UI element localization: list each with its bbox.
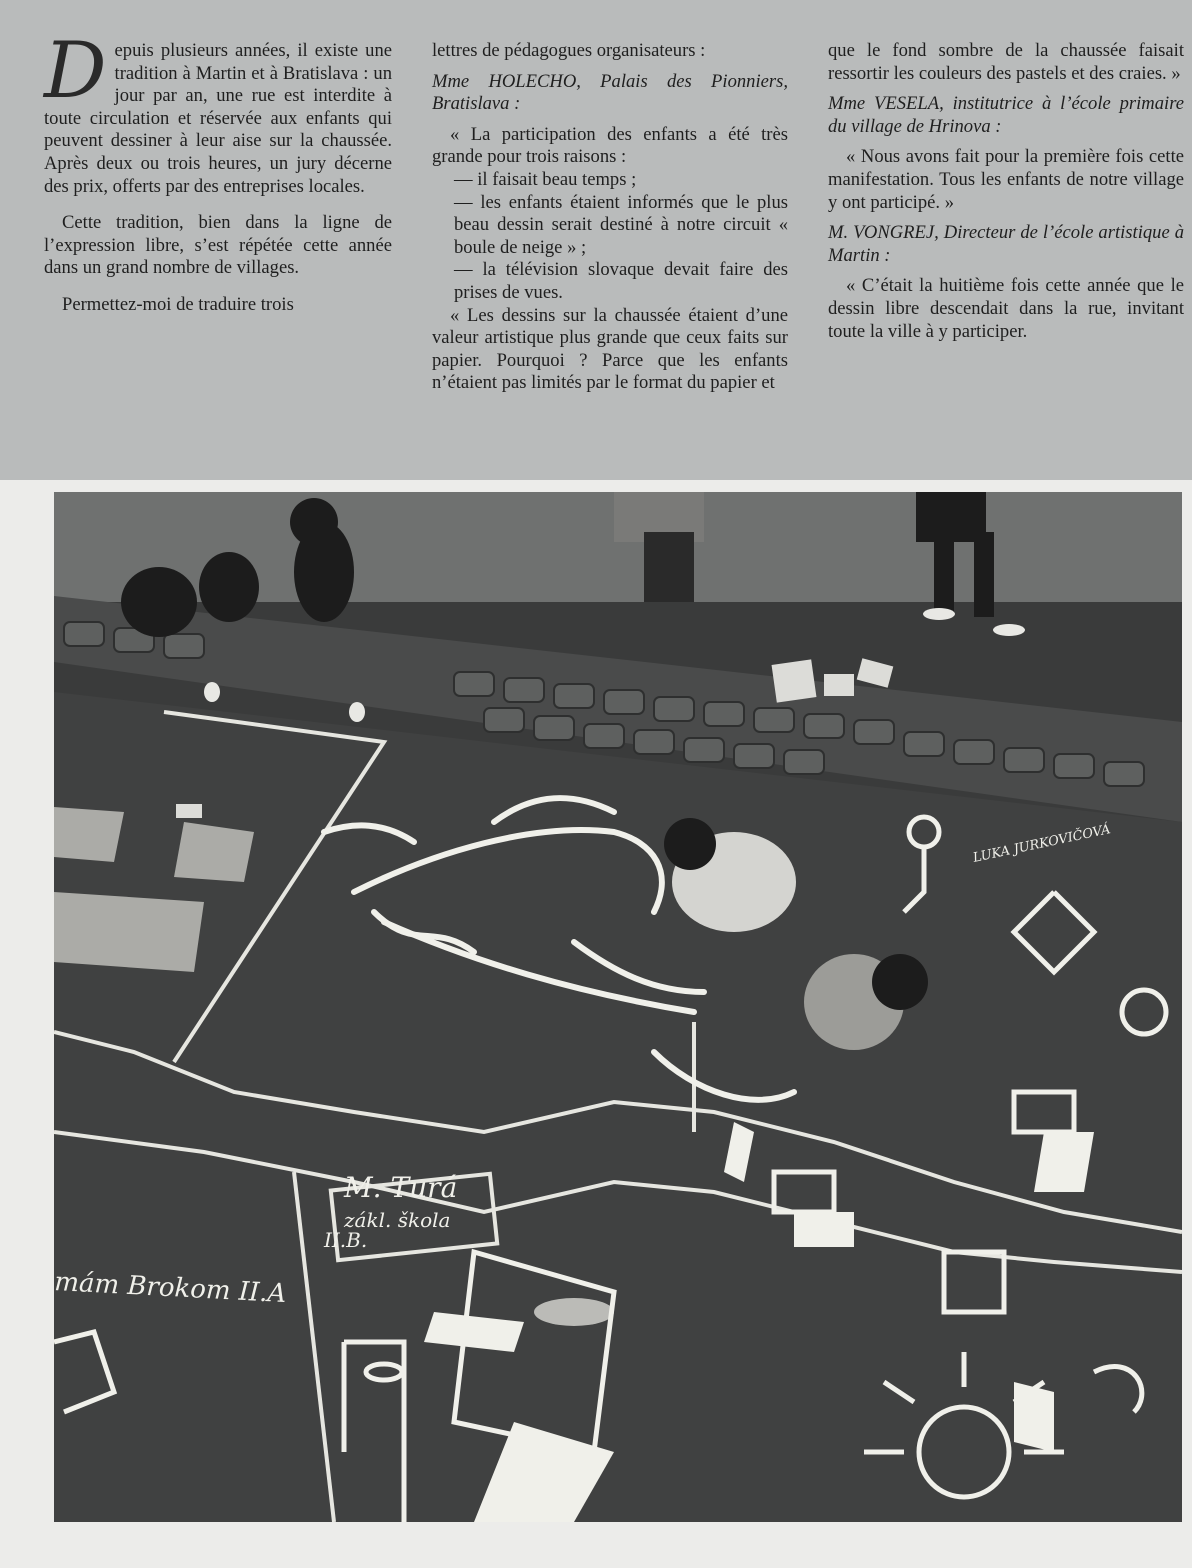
paragraph-translate: Permettez-moi de traduire trois [62,293,294,315]
quote-hrinova: « Nous avons fait pour la première fois cette manifestation. Tous les enfants de notre village y ont participé. » [828,146,1184,213]
chalk-class: II.B. [324,1228,368,1252]
article-column-2 [432,40,788,395]
photo-illustration [54,492,1182,1522]
drop-cap: D [44,26,107,116]
author-vongrej: M. VONGREJ, Directeur de l’école artistique à Martin : [828,222,1184,266]
quote-artistic-value: « Les dessins sur la chaussée étaient d’une valeur artistique plus grande que ceux faits sur papier. Pourquoi ? Parce que les enfants n’étaient pas limités par le format du papier et [432,304,788,394]
author-holecho: Mme HOLECHO, Palais des Pionniers, Bratislava : [432,70,788,115]
reason-television: — la télévision slovaque devait faire des prises de vues. [454,259,788,303]
reason-weather: — il faisait beau temps ; [454,168,637,190]
author-vesela: Mme VESELA, institutrice à l’école primaire du village de Hrinova : [828,93,1184,137]
paragraph-intro: epuis plusieurs années, il existe une tradition à Martin et à Bratislava : un jour par an, une rue est interdite à toute circulation et réservée aux enfants qui peuvent dessiner à leur aise sur la chaussée. Après deux ou trois heures, un jury décerne des prix, offerts par des entreprises locales. [44,40,392,197]
paragraph-tradition: Cette tradition, bien dans la ligne de l’expression libre, s’est répétée cette année dans un grand nombre de villages. [44,212,392,279]
chalk-top-right-text: LUKA JURKOVIČOVÁ [971,822,1112,866]
reason-prize: — les enfants étaient informés que le plus beau dessin serait destiné à notre circuit « boule de neige » ; [454,191,788,258]
article-column-1 [44,26,392,317]
chalk-school: zákl. škola [344,1208,451,1232]
paragraph-background: que le fond sombre de la chaussée faisait ressortir les couleurs des pastels et des craies. » [828,40,1184,84]
chalk-left-text: mám Brokom II.A [54,1267,288,1310]
quote-participation: « La participation des enfants a été très grande pour trois raisons : [432,123,788,168]
article-column-3 [828,40,1184,343]
quote-martin: « C’était la huitième fois cette année que le dessin libre descendait dans la rue, invitant toute la ville à y participer. [828,275,1184,342]
chalk-signature: M. Turá [344,1171,458,1204]
paragraph-letters: lettres de pédagogues organisateurs : [432,40,706,61]
street-chalk-drawing-photo [54,492,1182,1522]
